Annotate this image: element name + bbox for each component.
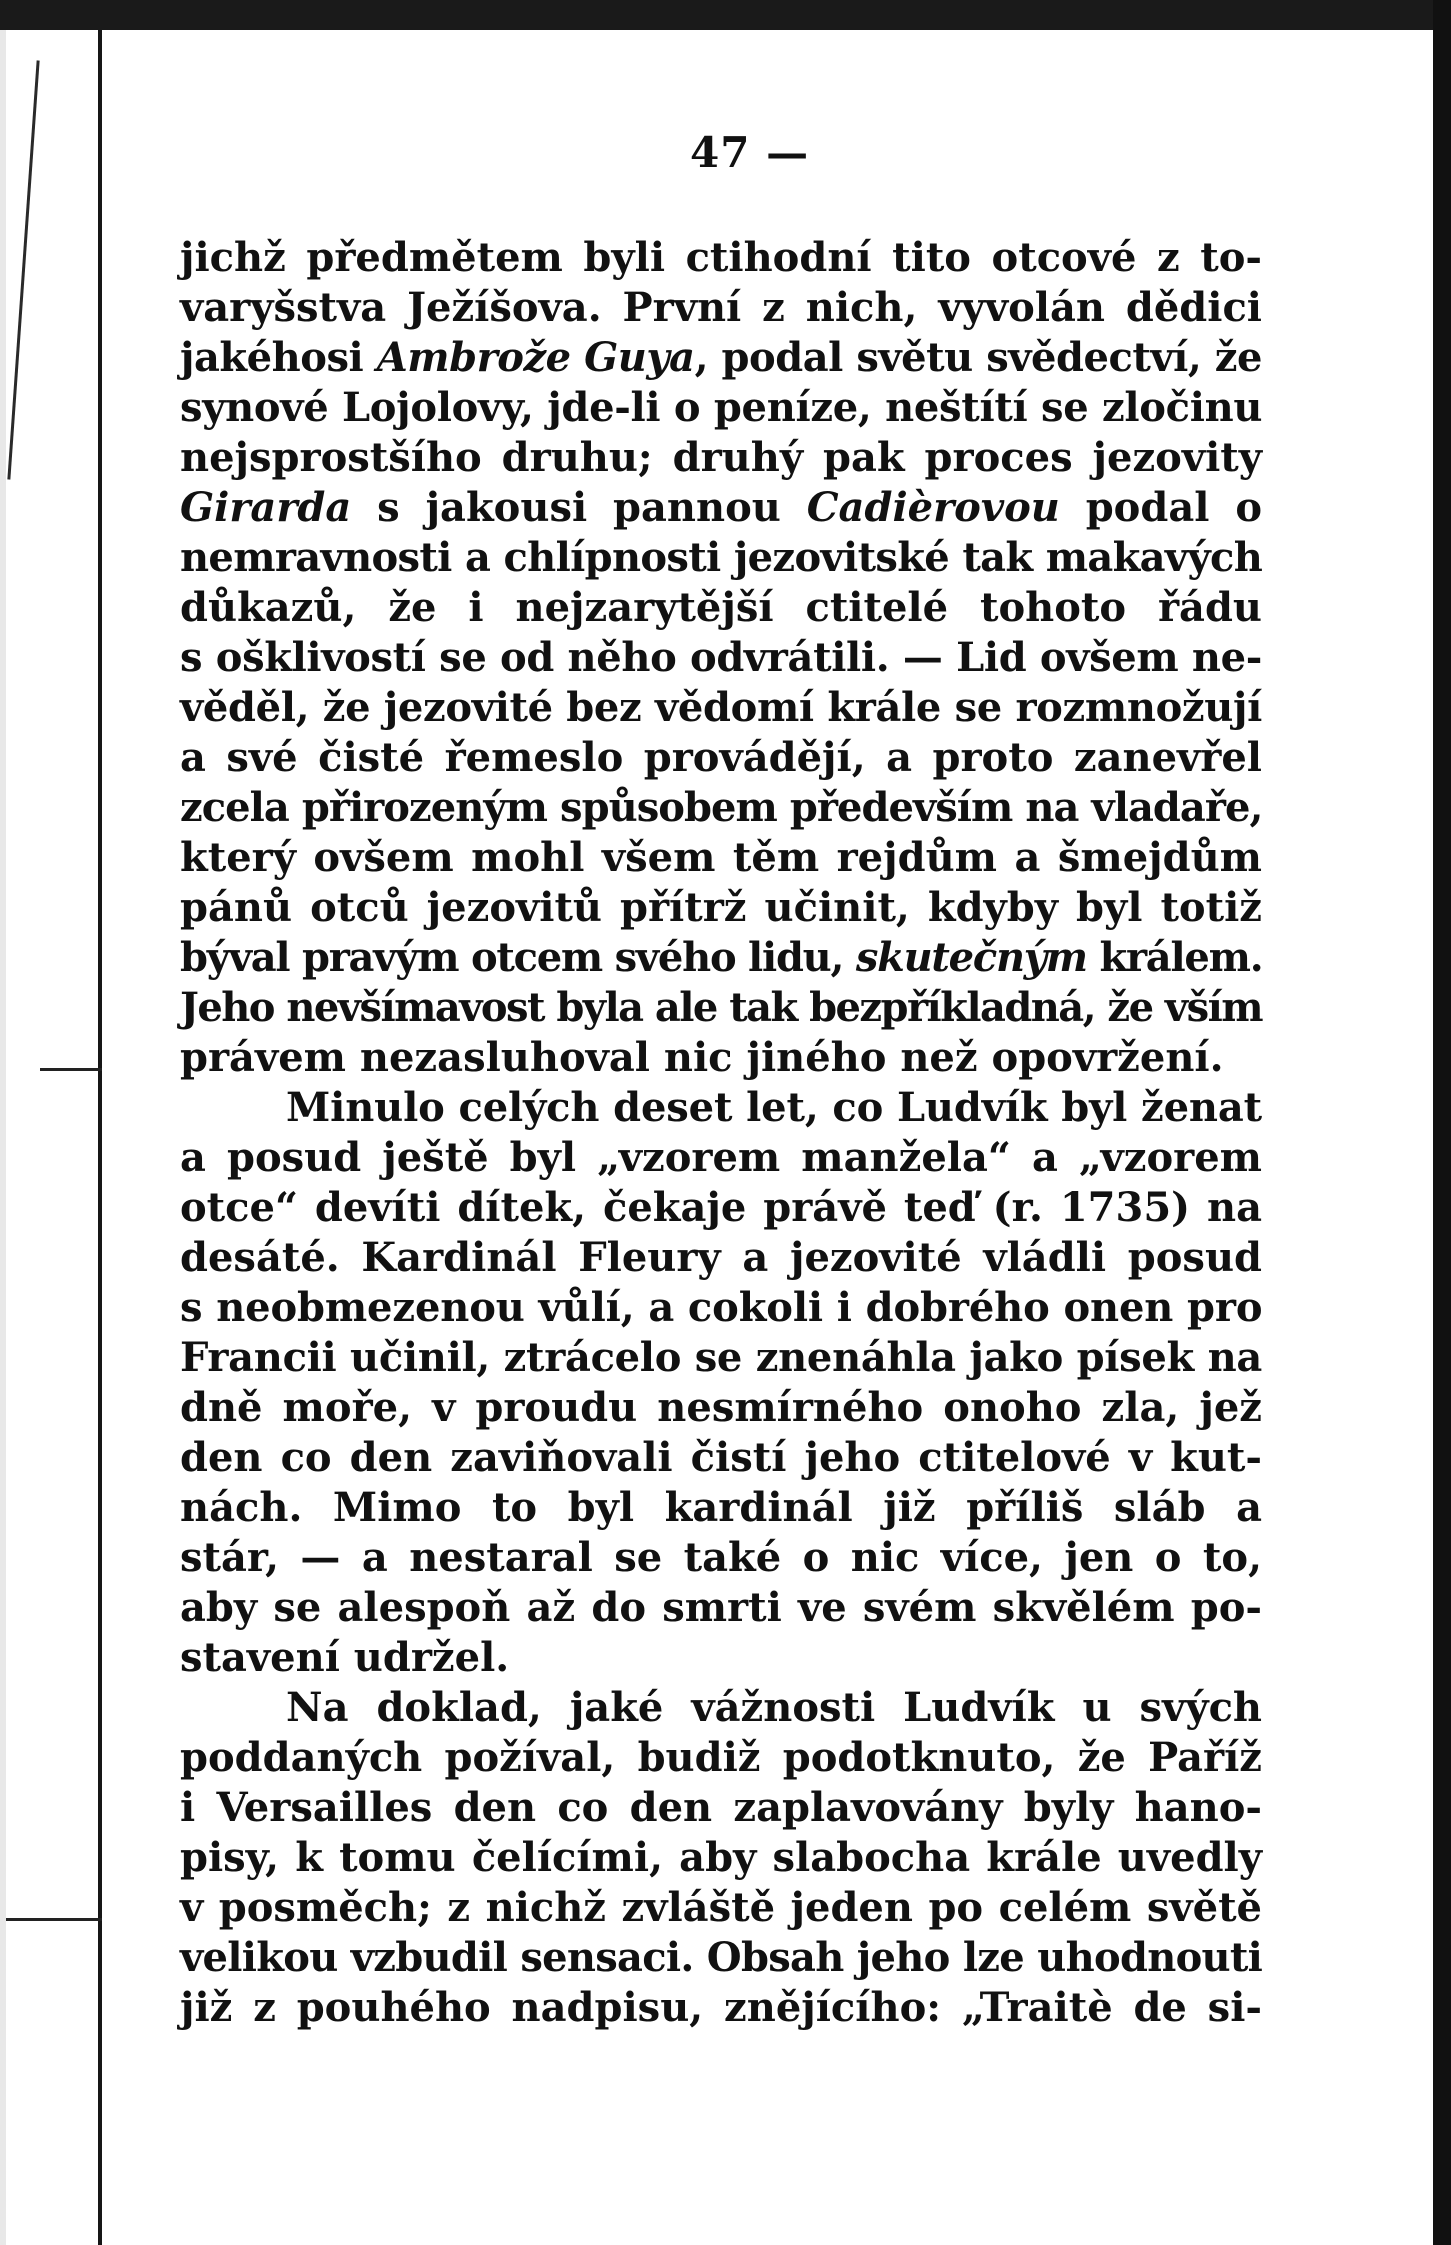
text-line: a své čisté řemeslo provádějí, a proto zanevřel — [180, 734, 1262, 781]
text-line: nejsprostšího druhu; druhý pak proces jezovity — [180, 434, 1262, 481]
text-line: který ovšem mohl všem těm rejdům a šmejdům — [180, 834, 1262, 881]
text-line: synové Lojolovy, jde-li o peníze, neštítí se zločinu — [180, 384, 1263, 431]
text-line: nách. Mimo to byl kardinál již příliš sláb a — [180, 1484, 1262, 1531]
text-line: varyšstva Ježíšova. První z nich, vyvolán dědici — [180, 284, 1262, 331]
scan-left-edge — [0, 30, 6, 2245]
text-line: nemravnosti a chlípnosti jezovitské tak makavých — [180, 534, 1263, 581]
scan-right-border — [1433, 0, 1451, 2245]
text-line: otce“ devíti dítek, čekaje právě teď (r. 1735) na — [180, 1184, 1262, 1231]
text-line: den co den zaviňovali čistí jeho ctitelové v kut- — [180, 1434, 1262, 1481]
text-line: poddaných požíval, budiž podotknuto, že Paříž — [180, 1734, 1262, 1781]
scan-top-border — [0, 0, 1451, 30]
text-line: Girarda s jakousi pannou Cadièrovou podal o — [180, 484, 1262, 531]
text-line: již z pouhého nadpisu, znějícího: „Traitè de si- — [180, 1984, 1262, 2031]
text-line: s neobmezenou vůlí, a cokoli i dobrého onen pro — [180, 1284, 1263, 1331]
text-line: aby se alespoň až do smrti ve svém skvělém po- — [180, 1584, 1262, 1631]
text-line: dně moře, v proudu nesmírného onoho zla, jež — [180, 1384, 1262, 1431]
text-line: důkazů, že i nejzarytější ctitelé tohoto řádu — [180, 584, 1262, 631]
text-line: jakéhosi Ambrože Guya, podal světu svědectví, že — [180, 334, 1262, 381]
scan-gutter-line — [98, 30, 102, 2245]
scan-mark — [6, 1918, 102, 1921]
text-line: stavení udržel. — [180, 1634, 510, 1681]
text-line: i Versailles den co den zaplavovány byly hano- — [180, 1784, 1262, 1831]
text-line: velikou vzbudil sensaci. Obsah jeho lze uhodnouti — [180, 1934, 1263, 1981]
text-line: s ošklivostí se od něho odvrátili. — Lid ovšem ne- — [180, 634, 1262, 681]
text-line: jichž předmětem byli ctihodní tito otcové z to- — [180, 234, 1262, 281]
text-line: věděl, že jezovité bez vědomí krále se rozmnožují — [180, 684, 1262, 731]
page-number: 47 — — [690, 128, 810, 177]
text-line: v posměch; z nichž zvláště jeden po celém světě — [180, 1884, 1262, 1931]
text-line: pánů otců jezovitů přítrž učinit, kdyby byl totiž — [180, 884, 1262, 931]
text-line: Minulo celých deset let, co Ludvík byl ženat — [286, 1084, 1262, 1131]
text-line: zcela přirozeným spůsobem především na vladaře, — [180, 784, 1263, 831]
text-line: býval pravým otcem svého lidu, skutečným králem. — [180, 934, 1263, 981]
text-line: pisy, k tomu čelícími, aby slabocha krále uvedly — [180, 1834, 1262, 1881]
text-line: stár, — a nestaral se také o nic více, jen o to, — [180, 1534, 1262, 1581]
text-line: desáté. Kardinál Fleury a jezovité vládli posud — [180, 1234, 1262, 1281]
text-line: právem nezasluhoval nic jiného než opovržení. — [180, 1034, 1224, 1081]
text-line: Jeho nevšímavost byla ale tak bezpříkladná, že vším — [180, 984, 1262, 1031]
scan-left-crease — [7, 60, 39, 479]
scan-mark — [40, 1068, 102, 1071]
text-line: Francii učinil, ztrácelo se znenáhla jako písek na — [180, 1334, 1262, 1381]
text-line: a posud ještě byl „vzorem manžela“ a „vzorem — [180, 1134, 1262, 1181]
body-text — [180, 233, 1262, 2033]
text-line: Na doklad, jaké vážnosti Ludvík u svých — [286, 1684, 1262, 1731]
